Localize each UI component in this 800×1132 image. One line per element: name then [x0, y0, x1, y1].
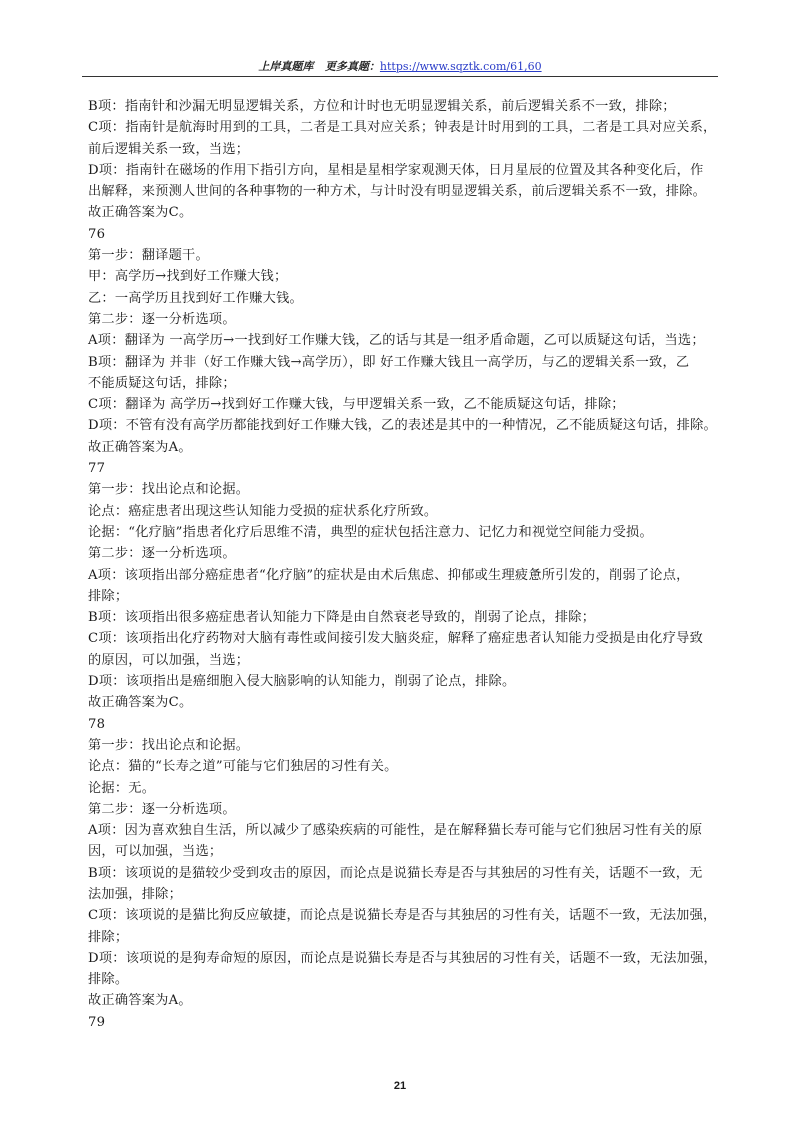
text-line: 76: [88, 226, 106, 242]
text-line: D项：指南针在磁场的作用下指引方向，星相是星相学家观测天体，日月星辰的位置及其各种变化后，作: [88, 162, 704, 178]
text-line: 甲：高学历→找到好工作赚大钱；: [88, 269, 288, 285]
text-line: 79: [88, 1014, 106, 1030]
text-line: C项：指南针是航海时用到的工具，二者是工具对应关系；钟表是计时用到的工具，二者是工具对应关系，: [88, 120, 717, 136]
header-link[interactable]: https://www.sqztk.com/61,60: [379, 60, 542, 73]
text-line: 排除。: [88, 972, 129, 988]
text-line: 故正确答案为C。: [88, 695, 193, 711]
header-label: 更多真题：: [324, 60, 380, 73]
text-line: 排除；: [88, 588, 129, 604]
text-line: 78: [88, 716, 106, 732]
text-line: B项：该项说的是猫较少受到攻击的原因，而论点是说猫长寿是否与其独居的习性有关，话题不一致，无: [88, 865, 703, 881]
text-line: 因，可以加强，当选；: [88, 844, 223, 860]
text-line: 不能质疑这句话，排除；: [88, 375, 236, 391]
text-line: 第一步：找出论点和论据。: [88, 482, 250, 498]
answer-explanations: [88, 96, 742, 1033]
text-line: A项：该项指出部分癌症患者“化疗脑”的症状是由术后焦虑、抑郁或生理疲惫所引发的，削弱了论点，: [88, 567, 690, 583]
text-line: D项：该项指出是癌细胞入侵大脑影响的认知能力，削弱了论点，排除。: [88, 674, 516, 690]
text-line: 77: [88, 461, 106, 477]
text-line: B项：指南针和沙漏无明显逻辑关系，方位和计时也无明显逻辑关系，前后逻辑关系不一致，排除；: [88, 99, 676, 114]
text-line: B项：翻译为 并非（好工作赚大钱→高学历），即 好工作赚大钱且一高学历，与乙的逻辑关系一致，乙: [88, 354, 690, 370]
text-line: 法加强，排除；: [88, 886, 183, 902]
text-line: 故正确答案为A。: [88, 439, 192, 455]
header-divider: [82, 76, 718, 77]
text-line: B项：该项指出很多癌症患者认知能力下降是由自然衰老导致的，削弱了论点，排除；: [88, 610, 596, 626]
text-line: 前后逻辑关系一致，当选；: [88, 141, 250, 157]
header-brand: 上岸真题库: [258, 60, 314, 73]
text-line: C项：该项指出化疗药物对大脑有毒性或间接引发大脑炎症，解释了癌症患者认知能力受损是由化疗导致: [88, 631, 704, 647]
text-line: 第二步：逐一分析选项。: [88, 546, 236, 562]
text-line: 出解释，来预测人世间的各种事物的一种方术，与计时没有明显逻辑关系，前后逻辑关系不一致，排除。: [88, 184, 707, 200]
text-line: 第二步：逐一分析选项。: [88, 311, 236, 327]
text-line: 第一步：翻译题干。: [88, 248, 209, 264]
text-line: 的原因，可以加强，当选；: [88, 652, 250, 668]
page-number: 21: [393, 1080, 407, 1092]
text-line: 第二步：逐一分析选项。: [88, 801, 236, 817]
text-line: A项：因为喜欢独自生活，所以减少了感染疾病的可能性，是在解释猫长寿可能与它们独居习性有关的原: [88, 823, 703, 839]
text-line: 论据：无。: [88, 780, 156, 796]
text-line: 排除；: [88, 929, 129, 945]
text-line: 论据：“化疗脑”指患者化疗后思维不清，典型的症状包括注意力、记忆力和视觉空间能力受损。: [88, 524, 653, 540]
text-line: 论点：癌症患者出现这些认知能力受损的症状系化疗所致。: [88, 503, 438, 519]
text-line: C项：该项说的是猫比狗反应敏捷，而论点是说猫长寿是否与其独居的习性有关，话题不一致，无法加强，: [88, 908, 717, 924]
text-line: D项：该项说的是狗寿命短的原因，而论点是说猫长寿是否与其独居的习性有关，话题不一致，无法加强，: [88, 950, 717, 966]
page-header: [0, 58, 800, 74]
text-line: 故正确答案为A。: [88, 993, 192, 1009]
text-line: 论点：猫的“长寿之道”可能与它们独居的习性有关。: [88, 759, 398, 775]
text-line: 第一步：找出论点和论据。: [88, 737, 250, 753]
text-line: A项：翻译为 一高学历→一找到好工作赚大钱，乙的话与其是一组矛盾命题，乙可以质疑这句话，当选；: [88, 333, 705, 349]
text-line: D项：不管有没有高学历都能找到好工作赚大钱，乙的表述是其中的一种情况，乙不能质疑这句话，排除。: [88, 418, 717, 434]
text-line: 乙：一高学历且找到好工作赚大钱。: [88, 290, 303, 306]
text-line: 故正确答案为C。: [88, 205, 193, 221]
text-line: C项：翻译为 高学历→找到好工作赚大钱，与甲逻辑关系一致，乙不能质疑这句话，排除；: [88, 397, 625, 413]
